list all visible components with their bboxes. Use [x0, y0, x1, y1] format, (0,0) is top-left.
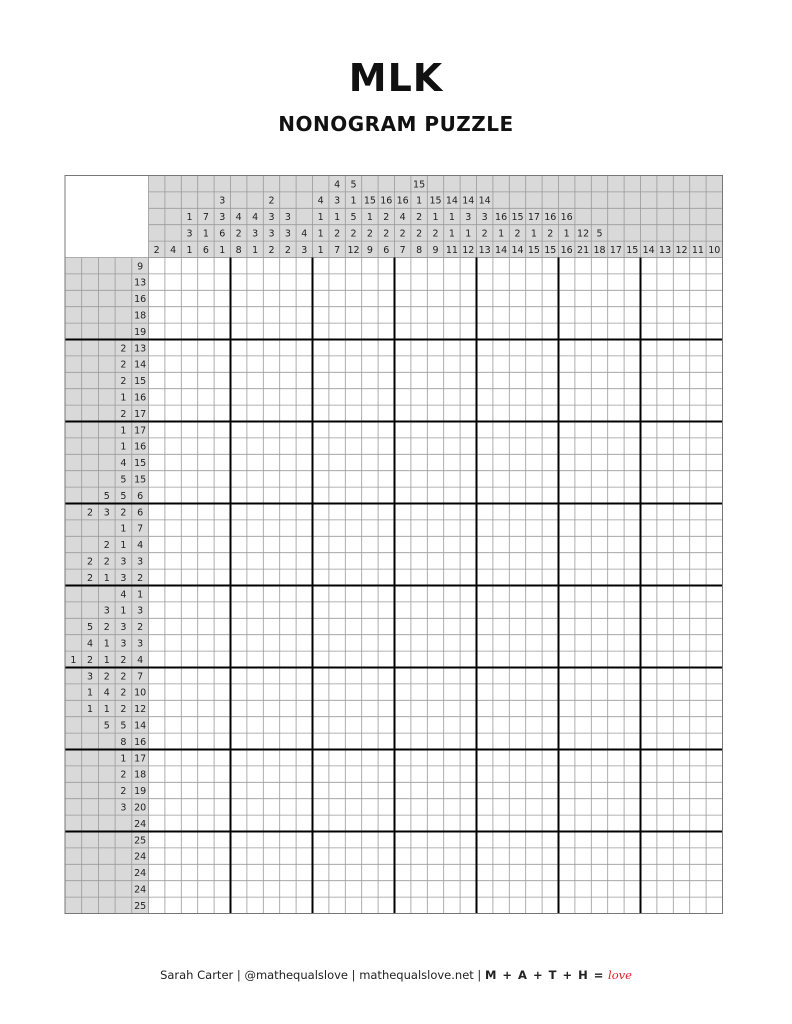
row-clue: 3 — [137, 605, 144, 617]
column-clue: 6 — [219, 228, 226, 240]
row-clue: 16 — [134, 392, 147, 404]
row-clue: 14 — [134, 720, 147, 732]
row-clue: 16 — [134, 441, 147, 453]
column-clue: 1 — [366, 212, 373, 224]
row-clue: 9 — [137, 261, 144, 273]
column-clue: 16 — [544, 212, 557, 224]
row-clue: 1 — [120, 753, 127, 765]
row-clue: 2 — [120, 376, 127, 388]
footer-love-logo: love — [608, 968, 632, 982]
column-clue: 2 — [334, 228, 341, 240]
column-clue: 14 — [462, 195, 475, 207]
column-clue: 7 — [202, 212, 209, 224]
column-clue: 4 — [235, 212, 242, 224]
row-clue: 2 — [103, 671, 110, 683]
row-clue: 5 — [87, 622, 94, 634]
column-clue: 3 — [219, 195, 226, 207]
row-clue: 3 — [103, 605, 110, 617]
row-clue: 16 — [134, 294, 147, 306]
column-clue: 3 — [268, 212, 275, 224]
row-clue: 3 — [120, 622, 127, 634]
column-clue: 1 — [317, 228, 324, 240]
row-clue: 2 — [120, 507, 127, 519]
column-clue: 3 — [268, 228, 275, 240]
column-clue: 2 — [268, 244, 275, 256]
column-clue: 5 — [596, 228, 603, 240]
row-clue: 17 — [134, 425, 147, 437]
footer-separator: | — [348, 968, 360, 982]
column-clue: 1 — [432, 212, 439, 224]
row-clue: 3 — [120, 572, 127, 584]
column-clue: 1 — [186, 212, 193, 224]
column-clue: 2 — [350, 228, 357, 240]
column-clue: 15 — [413, 179, 426, 191]
column-clue: 4 — [252, 212, 259, 224]
row-clue: 2 — [120, 786, 127, 798]
row-clue: 15 — [134, 474, 147, 486]
column-clue: 1 — [465, 228, 472, 240]
row-clue: 24 — [134, 868, 147, 880]
row-clue: 2 — [87, 654, 94, 666]
column-clue: 7 — [334, 244, 341, 256]
row-clue: 2 — [137, 622, 144, 634]
column-clue: 2 — [268, 195, 275, 207]
page-title: MLK — [348, 56, 444, 100]
column-clue: 17 — [527, 212, 540, 224]
row-clue: 2 — [87, 556, 94, 568]
row-clue: 1 — [87, 687, 94, 699]
column-clue: 5 — [350, 212, 357, 224]
column-clue: 3 — [334, 195, 341, 207]
row-clue: 1 — [120, 392, 127, 404]
column-clue: 2 — [432, 228, 439, 240]
row-clue: 16 — [134, 736, 147, 748]
row-clue: 1 — [103, 638, 110, 650]
column-clue: 2 — [416, 228, 423, 240]
row-clue: 4 — [137, 540, 144, 552]
row-clue: 4 — [120, 589, 127, 601]
row-clue: 3 — [120, 556, 127, 568]
row-clue: 5 — [120, 490, 127, 502]
column-clue: 15 — [527, 244, 540, 256]
row-clue: 8 — [120, 736, 127, 748]
row-clue: 1 — [120, 540, 127, 552]
footer-separator: | — [473, 968, 485, 982]
row-clue: 1 — [120, 425, 127, 437]
row-clue: 2 — [137, 572, 144, 584]
row-clue: 1 — [70, 654, 77, 666]
column-clue: 1 — [448, 228, 455, 240]
column-clue: 17 — [609, 244, 622, 256]
column-clue: 14 — [495, 244, 508, 256]
column-clue: 13 — [659, 244, 672, 256]
column-clue: 4 — [399, 212, 406, 224]
row-clue: 1 — [120, 441, 127, 453]
row-clue: 4 — [137, 654, 144, 666]
row-clue: 15 — [134, 458, 147, 470]
row-clue: 25 — [134, 900, 147, 912]
column-clue: 1 — [350, 195, 357, 207]
row-clue: 2 — [120, 359, 127, 371]
row-clue: 2 — [87, 507, 94, 519]
column-clue: 2 — [514, 228, 521, 240]
column-clue: 2 — [399, 228, 406, 240]
column-clue: 3 — [252, 228, 259, 240]
row-clue: 13 — [134, 277, 147, 289]
row-clue: 14 — [134, 359, 147, 371]
corner-blank — [65, 176, 149, 258]
row-clue: 1 — [120, 523, 127, 535]
row-clue: 1 — [103, 572, 110, 584]
column-clue: 1 — [252, 244, 259, 256]
column-clue: 15 — [544, 244, 557, 256]
column-clue: 1 — [317, 244, 324, 256]
column-clue: 12 — [675, 244, 688, 256]
column-clue: 2 — [547, 228, 554, 240]
column-clue: 21 — [577, 244, 590, 256]
column-clue: 2 — [153, 244, 160, 256]
column-clue: 14 — [511, 244, 524, 256]
footer-brand: M + A + T + H = — [484, 968, 605, 982]
row-clue: 24 — [134, 884, 147, 896]
column-clue: 13 — [478, 244, 491, 256]
row-clue: 5 — [120, 720, 127, 732]
column-clue: 12 — [462, 244, 475, 256]
column-clue: 2 — [366, 228, 373, 240]
row-clue: 1 — [103, 704, 110, 716]
column-clue: 3 — [301, 244, 308, 256]
row-clue: 7 — [137, 671, 144, 683]
row-clue: 7 — [137, 523, 144, 535]
column-clue: 16 — [560, 244, 573, 256]
column-clue: 4 — [334, 179, 341, 191]
column-clue: 1 — [416, 195, 423, 207]
row-clue: 2 — [120, 343, 127, 355]
row-clue: 10 — [134, 687, 147, 699]
column-clue: 16 — [495, 212, 508, 224]
footer-separator: | — [233, 968, 245, 982]
row-clue: 6 — [137, 490, 144, 502]
column-clue: 1 — [334, 212, 341, 224]
row-clue: 15 — [134, 376, 147, 388]
row-clue: 2 — [120, 769, 127, 781]
column-clue: 3 — [481, 212, 488, 224]
row-clue: 1 — [137, 589, 144, 601]
row-clue: 12 — [134, 704, 147, 716]
column-clue: 2 — [383, 228, 390, 240]
row-clue: 1 — [103, 654, 110, 666]
column-clue: 8 — [235, 244, 242, 256]
column-clue: 6 — [202, 244, 209, 256]
footer — [0, 968, 792, 982]
row-clue: 24 — [134, 851, 147, 863]
column-clue: 1 — [186, 244, 193, 256]
column-clue: 1 — [498, 228, 505, 240]
row-clue: 5 — [120, 474, 127, 486]
row-clue: 4 — [87, 638, 94, 650]
row-clue: 3 — [87, 671, 94, 683]
column-clue: 10 — [708, 244, 721, 256]
column-clue: 7 — [399, 244, 406, 256]
column-clue: 1 — [448, 212, 455, 224]
column-clue: 12 — [347, 244, 360, 256]
row-clue: 2 — [120, 654, 127, 666]
row-clue: 2 — [103, 540, 110, 552]
column-clue: 15 — [626, 244, 639, 256]
row-clue: 19 — [134, 786, 147, 798]
column-clue: 1 — [563, 228, 570, 240]
column-clue: 14 — [445, 195, 458, 207]
column-clue: 2 — [481, 228, 488, 240]
column-clue: 16 — [380, 195, 393, 207]
column-clue: 3 — [465, 212, 472, 224]
page-subtitle: NONOGRAM PUZZLE — [278, 112, 514, 136]
row-clue: 18 — [134, 769, 147, 781]
row-clue: 24 — [134, 818, 147, 830]
column-clue: 3 — [219, 212, 226, 224]
column-clue: 11 — [691, 244, 704, 256]
column-clue: 14 — [478, 195, 491, 207]
column-clue: 2 — [235, 228, 242, 240]
row-clue: 25 — [134, 835, 147, 847]
column-clue: 3 — [284, 212, 291, 224]
column-clue: 1 — [219, 244, 226, 256]
row-clue: 3 — [137, 556, 144, 568]
column-clue: 14 — [642, 244, 655, 256]
row-clue: 2 — [87, 572, 94, 584]
row-clue: 3 — [103, 507, 110, 519]
row-clue: 2 — [120, 704, 127, 716]
column-clue: 4 — [317, 195, 324, 207]
column-clue: 4 — [301, 228, 308, 240]
row-clue: 18 — [134, 310, 147, 322]
row-clue: 17 — [134, 408, 147, 420]
column-clue: 5 — [350, 179, 357, 191]
row-clue: 2 — [120, 687, 127, 699]
column-clue: 16 — [396, 195, 409, 207]
row-clue: 3 — [137, 638, 144, 650]
row-clue: 3 — [120, 638, 127, 650]
row-clue: 2 — [120, 408, 127, 420]
column-clue: 15 — [363, 195, 376, 207]
row-clue: 6 — [137, 507, 144, 519]
row-clue: 17 — [134, 753, 147, 765]
column-clue: 9 — [366, 244, 373, 256]
column-clue: 3 — [284, 228, 291, 240]
column-clue: 15 — [511, 212, 524, 224]
footer-handle: @mathequalslove — [244, 968, 348, 982]
column-clue: 3 — [186, 228, 193, 240]
column-clue: 1 — [317, 212, 324, 224]
column-clue: 2 — [284, 244, 291, 256]
row-clue: 1 — [120, 605, 127, 617]
row-clue: 2 — [103, 556, 110, 568]
column-clue: 6 — [383, 244, 390, 256]
row-clue: 2 — [103, 622, 110, 634]
column-clue: 11 — [445, 244, 458, 256]
column-clue: 9 — [432, 244, 439, 256]
row-clue: 2 — [120, 671, 127, 683]
column-clue: 4 — [170, 244, 177, 256]
row-clue: 1 — [87, 704, 94, 716]
column-clue: 1 — [202, 228, 209, 240]
column-clue: 8 — [416, 244, 423, 256]
column-clue: 2 — [383, 212, 390, 224]
column-clue: 1 — [530, 228, 537, 240]
footer-author: Sarah Carter — [160, 968, 234, 982]
row-clue: 3 — [120, 802, 127, 814]
row-clue: 4 — [120, 458, 127, 470]
column-clue: 2 — [416, 212, 423, 224]
column-clue: 18 — [593, 244, 606, 256]
row-clue: 13 — [134, 343, 147, 355]
footer-site: mathequalslove.net — [359, 968, 474, 982]
row-clue: 5 — [103, 490, 110, 502]
row-clue: 4 — [103, 687, 110, 699]
column-clue: 12 — [577, 228, 590, 240]
column-clue: 15 — [429, 195, 442, 207]
column-clue: 16 — [560, 212, 573, 224]
row-clue: 19 — [134, 326, 147, 338]
row-clue: 5 — [103, 720, 110, 732]
row-clue: 20 — [134, 802, 147, 814]
